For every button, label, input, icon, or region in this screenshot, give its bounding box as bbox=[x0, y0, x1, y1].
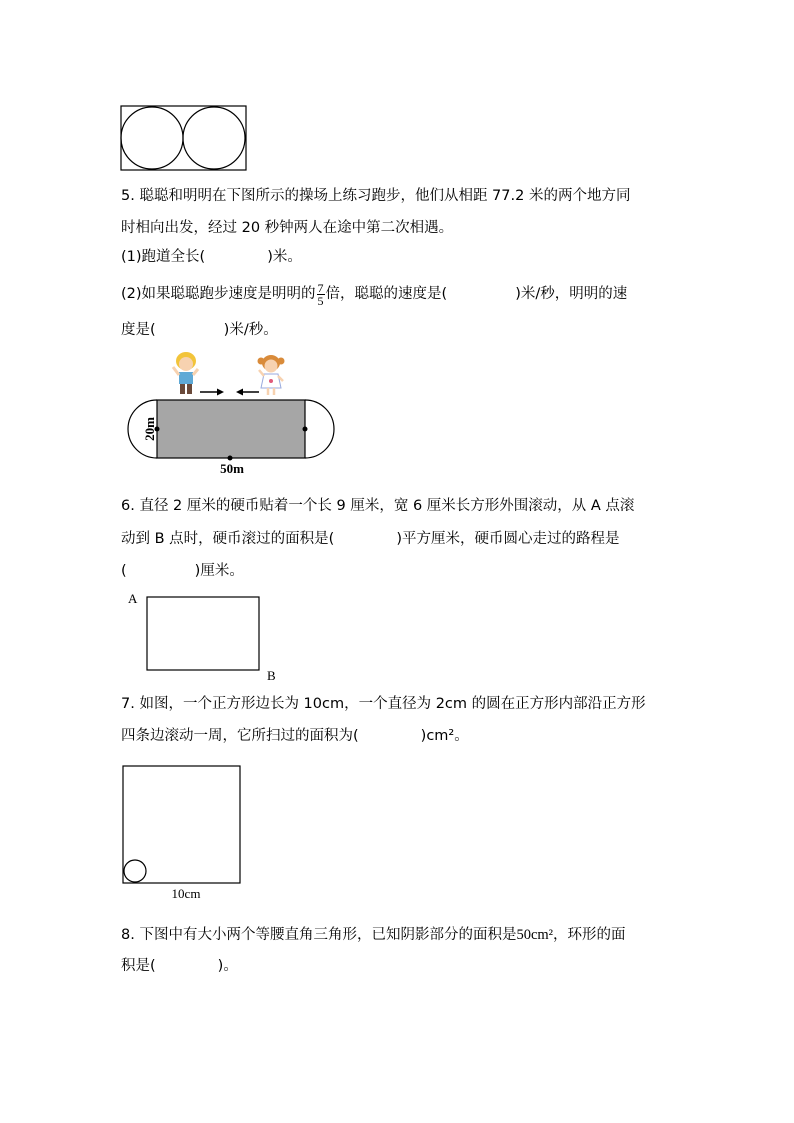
q6-line2: 动到 B 点时，硬币滚过的面积是( )平方厘米，硬币圆心走过的路程是 bbox=[121, 531, 620, 547]
q5-sub2: (2)如果聪聪跑步速度是明明的 $\frac{7}{5}$ 倍，聪聪的速度是( )米/秒，明明的速 bbox=[121, 280, 628, 308]
arrow-right-icon bbox=[200, 389, 224, 396]
q8-line1: 8. 下图中有大小两个等腰直角三角形，已知阴影部分的面积是50cm²，环形的面 bbox=[121, 927, 626, 943]
q5-line1: 5. 聪聪和明明在下图所示的操场上练习跑步，他们从相距 77.2 米的两个地方同 bbox=[121, 188, 631, 204]
q5-sub1: (1)跑道全长( )米。 bbox=[121, 249, 302, 265]
girl-runner-icon bbox=[258, 355, 285, 395]
q5-line5: 度是( )米/秒。 bbox=[121, 322, 278, 338]
track-field bbox=[157, 400, 305, 458]
boy-runner-icon bbox=[173, 352, 198, 394]
square-circle-figure bbox=[121, 763, 246, 903]
q6-line3: ( )厘米。 bbox=[121, 563, 244, 579]
q5-line2: 时相向出发，经过 20 秒钟两人在途中第二次相遇。 bbox=[121, 220, 454, 236]
track-width-label: 20m bbox=[142, 417, 157, 441]
point-a-label: A bbox=[128, 591, 138, 606]
two-circles-figure bbox=[119, 104, 249, 172]
shaded-area-value: 50cm² bbox=[516, 927, 554, 943]
running-track-figure bbox=[120, 345, 340, 477]
square-side-label: 10cm bbox=[171, 886, 201, 901]
point-b-label: B bbox=[267, 668, 276, 683]
q8-line2: 积是( )。 bbox=[121, 958, 238, 974]
rectangle-ab-figure bbox=[124, 588, 284, 684]
q7-line1: 7. 如图，一个正方形边长为 10cm，一个直径为 2cm 的圆在正方形内部沿正方形 bbox=[121, 696, 646, 712]
q7-line2: 四条边滚动一周，它所扫过的面积为( )cm²。 bbox=[121, 728, 469, 744]
track-length-label: 50m bbox=[220, 461, 244, 476]
q6-line1: 6. 直径 2 厘米的硬币贴着一个长 9 厘米，宽 6 厘米长方形外围滚动，从 A 点滚 bbox=[121, 498, 635, 514]
fraction-7-5: $\frac{7}{5}$ bbox=[317, 280, 324, 308]
arrow-left-icon bbox=[236, 389, 259, 396]
